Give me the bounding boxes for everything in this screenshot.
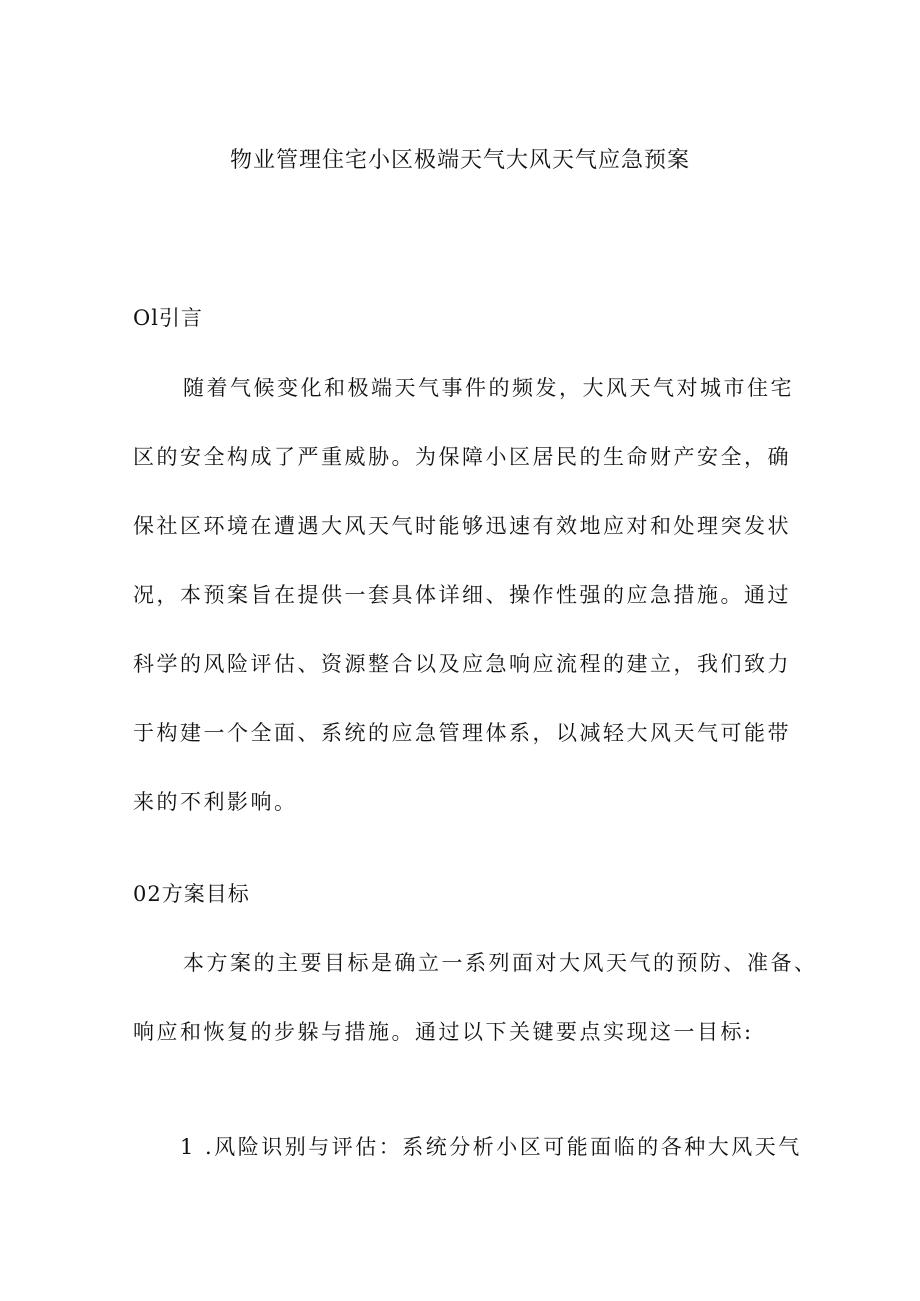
paragraph-line: 响应和恢复的步躲与措施。通过以下关键要点实现这一目标:	[133, 1020, 754, 1044]
paragraph-line: 本方案的主要目标是确立一系列面对大风天气的预防、准备、	[183, 951, 818, 975]
objectives-paragraph	[133, 948, 818, 1086]
paragraph-line: 科学的风险评估、资源整合以及应急响应流程的建立，我们致力	[133, 652, 791, 676]
paragraph-line: 保社区环境在遭遇大风天气时能够迅速有效地应对和处理突发状	[133, 514, 791, 538]
section-heading-introduction: Ol引言	[133, 306, 203, 330]
list-item: 1 .风险识别与评估：系统分析小区可能面临的各种大风天气	[180, 1135, 802, 1159]
paragraph-line: 况，本预案旨在提供一套具体详细、操作性强的应急措施。通过	[133, 583, 791, 607]
paragraph-line: 来的不利影响。	[133, 790, 298, 814]
introduction-paragraph	[133, 373, 793, 856]
paragraph-line: 随着气候变化和极端天气事件的频发，大风天气对城市住宅	[183, 376, 794, 400]
document-title: 物业管理住宅小区极端天气大风天气应急预案	[229, 148, 690, 173]
paragraph-line: 区的安全构成了严重威胁。为保障小区居民的生命财产安全，确	[133, 445, 791, 469]
paragraph-line: 于构建一个全面、系统的应急管理体系，以减轻大风天气可能带	[133, 721, 791, 745]
section-heading-objectives: 02方案目标	[133, 882, 250, 906]
